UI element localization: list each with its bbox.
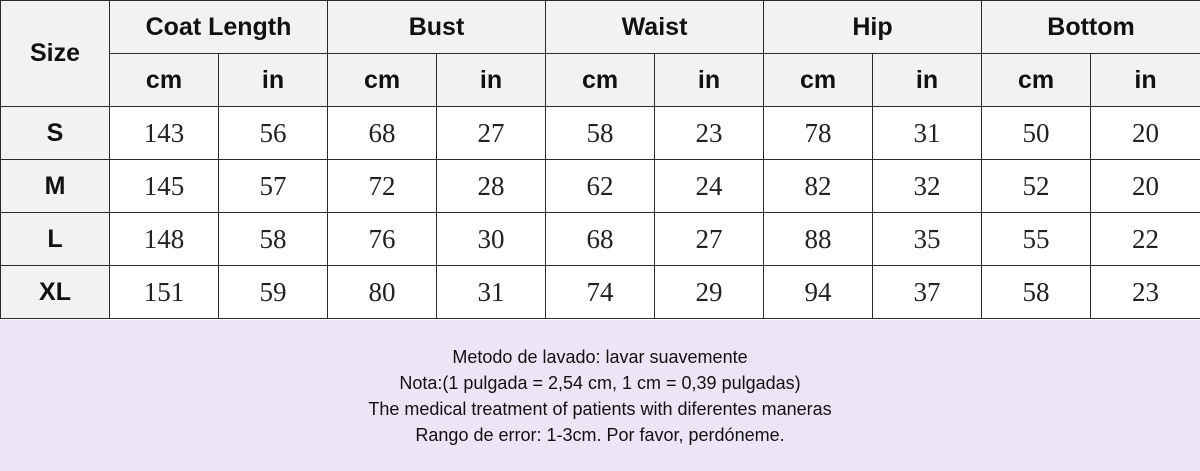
value-cell: 29: [655, 266, 764, 319]
value-cell: 50: [982, 107, 1091, 160]
value-cell: 78: [764, 107, 873, 160]
value-cell: 24: [655, 160, 764, 213]
value-cell: 80: [328, 266, 437, 319]
unit-cm-header: cm: [546, 54, 655, 107]
size-column-header: Size: [1, 1, 110, 107]
size-label: S: [1, 107, 110, 160]
value-cell: 28: [437, 160, 546, 213]
size-label: M: [1, 160, 110, 213]
unit-in-header: in: [655, 54, 764, 107]
value-cell: 20: [1091, 160, 1200, 213]
unit-cm-header: cm: [110, 54, 219, 107]
value-cell: 143: [110, 107, 219, 160]
value-cell: 30: [437, 213, 546, 266]
value-cell: 76: [328, 213, 437, 266]
unit-in-header: in: [219, 54, 328, 107]
hip-header: Hip: [764, 1, 982, 54]
washing-method-note: Metodo de lavado: lavar suavemente: [452, 346, 748, 367]
value-cell: 148: [110, 213, 219, 266]
bottom-header: Bottom: [982, 1, 1200, 54]
treatment-note: The medical treatment of patients with diferentes maneras: [368, 398, 832, 419]
error-range-note: Rango de error: 1-3cm. Por favor, perdóneme.: [415, 424, 785, 445]
unit-header-row: [1, 54, 1200, 107]
value-cell: 59: [219, 266, 328, 319]
unit-cm-header: cm: [328, 54, 437, 107]
table-row: [1, 266, 1200, 319]
value-cell: 72: [328, 160, 437, 213]
value-cell: 31: [437, 266, 546, 319]
value-cell: 23: [1091, 266, 1200, 319]
value-cell: 151: [110, 266, 219, 319]
unit-in-header: in: [873, 54, 982, 107]
value-cell: 62: [546, 160, 655, 213]
group-header-row: [1, 1, 1200, 54]
unit-in-header: in: [437, 54, 546, 107]
size-label: XL: [1, 266, 110, 319]
coat-length-header: Coat Length: [110, 1, 328, 54]
value-cell: 68: [328, 107, 437, 160]
size-label: L: [1, 213, 110, 266]
value-cell: 57: [219, 160, 328, 213]
value-cell: 37: [873, 266, 982, 319]
value-cell: 22: [1091, 213, 1200, 266]
value-cell: 58: [219, 213, 328, 266]
value-cell: 35: [873, 213, 982, 266]
value-cell: 27: [437, 107, 546, 160]
value-cell: 56: [219, 107, 328, 160]
unit-cm-header: cm: [982, 54, 1091, 107]
unit-conversion-note: Nota:(1 pulgada = 2,54 cm, 1 cm = 0,39 pulgadas): [399, 372, 801, 393]
unit-cm-header: cm: [764, 54, 873, 107]
value-cell: 20: [1091, 107, 1200, 160]
table-row: [1, 107, 1200, 160]
waist-header: Waist: [546, 1, 764, 54]
value-cell: 74: [546, 266, 655, 319]
value-cell: 52: [982, 160, 1091, 213]
value-cell: 145: [110, 160, 219, 213]
value-cell: 88: [764, 213, 873, 266]
value-cell: 68: [546, 213, 655, 266]
value-cell: 94: [764, 266, 873, 319]
notes-panel: [0, 320, 1200, 471]
value-cell: 82: [764, 160, 873, 213]
value-cell: 27: [655, 213, 764, 266]
value-cell: 58: [546, 107, 655, 160]
value-cell: 31: [873, 107, 982, 160]
bust-header: Bust: [328, 1, 546, 54]
table-row: [1, 160, 1200, 213]
value-cell: 55: [982, 213, 1091, 266]
unit-in-header: in: [1091, 54, 1200, 107]
value-cell: 32: [873, 160, 982, 213]
value-cell: 23: [655, 107, 764, 160]
value-cell: 58: [982, 266, 1091, 319]
table-row: [1, 213, 1200, 266]
